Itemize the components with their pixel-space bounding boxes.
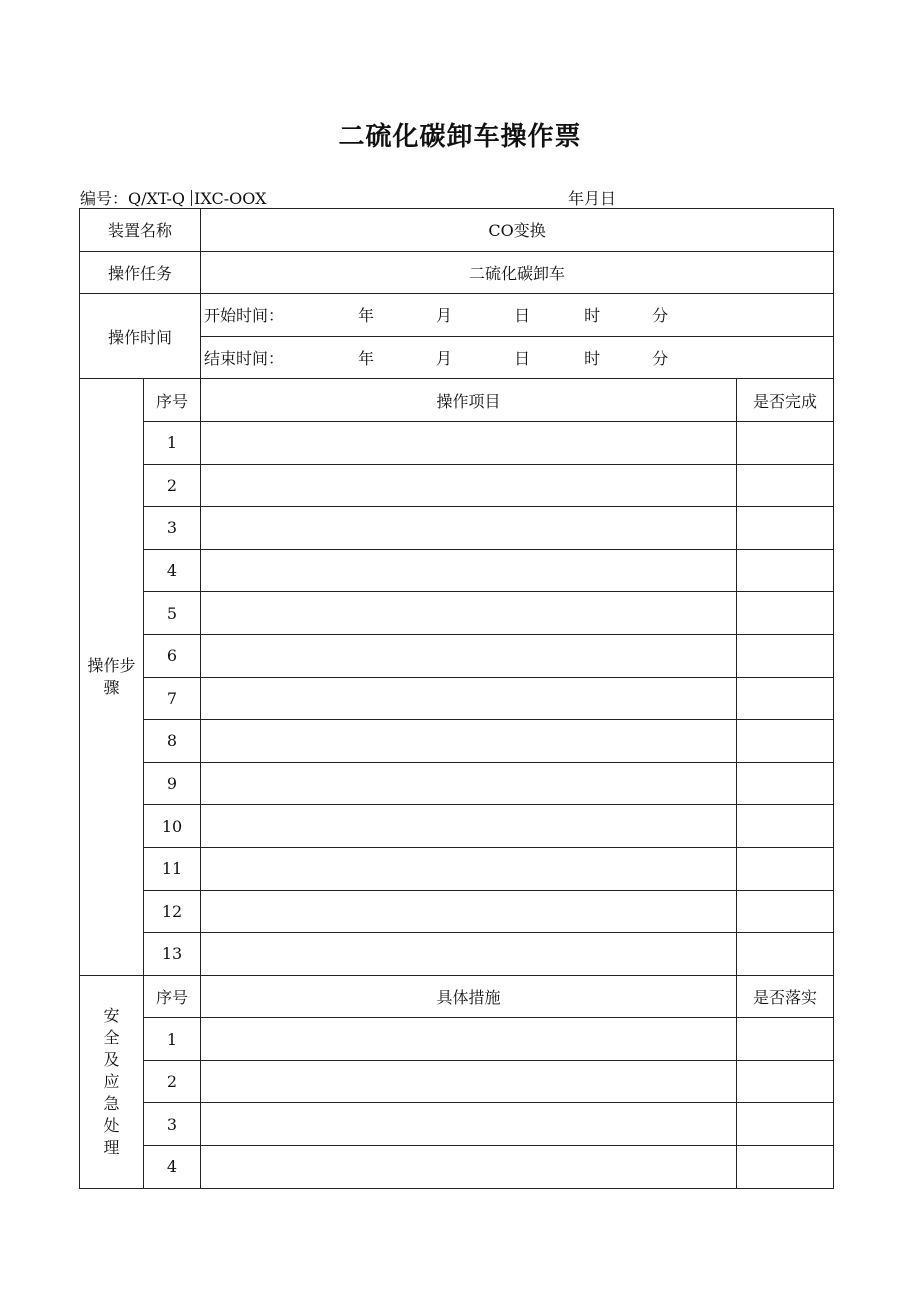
safety-section-label-text: 安全及应急处理 xyxy=(103,1005,120,1157)
safety-item-cell[interactable] xyxy=(201,1060,737,1103)
safety-header-row xyxy=(80,975,834,1018)
step-item-cell[interactable] xyxy=(201,677,737,720)
safety-row xyxy=(80,1103,834,1146)
step-row xyxy=(80,507,834,550)
step-done-cell[interactable] xyxy=(737,421,834,464)
start-minute-unit: 分 xyxy=(652,306,669,326)
device-name-row xyxy=(80,209,834,252)
safety-done-cell[interactable] xyxy=(737,1018,834,1061)
step-item-cell[interactable] xyxy=(201,549,737,592)
step-done-cell[interactable] xyxy=(737,507,834,550)
device-name-label: 装置名称 xyxy=(80,209,201,252)
step-row xyxy=(80,890,834,933)
form-code xyxy=(80,186,266,209)
step-row xyxy=(80,762,834,805)
steps-col-seq: 序号 xyxy=(144,379,201,422)
step-seq: 5 xyxy=(144,592,201,635)
steps-section-label-line2: 骤 xyxy=(103,678,120,698)
start-year-unit: 年 xyxy=(358,306,375,326)
safety-section-label xyxy=(80,975,144,1188)
safety-item-cell[interactable] xyxy=(201,1018,737,1061)
step-item-cell[interactable] xyxy=(201,507,737,550)
step-item-cell[interactable] xyxy=(201,847,737,890)
steps-section-label xyxy=(80,379,144,975)
safety-seq: 1 xyxy=(144,1018,201,1061)
start-time-row xyxy=(80,294,834,337)
start-hour-unit: 时 xyxy=(584,306,601,326)
step-seq: 2 xyxy=(144,464,201,507)
end-day-unit: 日 xyxy=(514,349,531,369)
step-seq: 1 xyxy=(144,421,201,464)
safety-col-item: 具体措施 xyxy=(201,975,737,1018)
safety-row xyxy=(80,1060,834,1103)
step-seq: 12 xyxy=(144,890,201,933)
start-time-label: 开始时间： xyxy=(204,306,285,326)
end-hour-unit: 时 xyxy=(584,349,601,369)
step-row xyxy=(80,549,834,592)
step-row xyxy=(80,464,834,507)
step-seq: 7 xyxy=(144,677,201,720)
step-done-cell[interactable] xyxy=(737,933,834,976)
start-time-field[interactable] xyxy=(201,294,834,337)
step-done-cell[interactable] xyxy=(737,720,834,763)
operation-ticket-table xyxy=(79,208,834,1189)
safety-col-seq: 序号 xyxy=(144,975,201,1018)
start-day-unit: 日 xyxy=(514,306,531,326)
safety-done-cell[interactable] xyxy=(737,1060,834,1103)
steps-col-item: 操作项目 xyxy=(201,379,737,422)
end-minute-unit: 分 xyxy=(652,349,669,369)
start-month-unit: 月 xyxy=(436,306,453,326)
step-done-cell[interactable] xyxy=(737,634,834,677)
safety-row xyxy=(80,1018,834,1061)
step-seq: 13 xyxy=(144,933,201,976)
step-item-cell[interactable] xyxy=(201,592,737,635)
step-row xyxy=(80,634,834,677)
form-date: 年月日 xyxy=(568,189,617,208)
safety-seq: 4 xyxy=(144,1146,201,1189)
task-row xyxy=(80,251,834,294)
time-label: 操作时间 xyxy=(80,294,201,379)
steps-section-label-line1: 操作步 xyxy=(87,656,136,676)
step-seq: 9 xyxy=(144,762,201,805)
safety-col-done: 是否落实 xyxy=(737,975,834,1018)
task-label: 操作任务 xyxy=(80,251,201,294)
step-row xyxy=(80,847,834,890)
step-item-cell[interactable] xyxy=(201,720,737,763)
safety-seq: 3 xyxy=(144,1103,201,1146)
step-item-cell[interactable] xyxy=(201,890,737,933)
safety-row xyxy=(80,1146,834,1189)
step-done-cell[interactable] xyxy=(737,592,834,635)
steps-header-row xyxy=(80,379,834,422)
step-item-cell[interactable] xyxy=(201,933,737,976)
safety-done-cell[interactable] xyxy=(737,1103,834,1146)
step-seq: 6 xyxy=(144,634,201,677)
step-done-cell[interactable] xyxy=(737,549,834,592)
form-code-suffix: IXC-OOX xyxy=(194,189,267,208)
step-done-cell[interactable] xyxy=(737,762,834,805)
task-value[interactable]: 二硫化碳卸车 xyxy=(201,251,834,294)
step-row xyxy=(80,592,834,635)
form-code-label: 编号：Q/XT-Q xyxy=(80,189,186,208)
step-done-cell[interactable] xyxy=(737,677,834,720)
safety-done-cell[interactable] xyxy=(737,1146,834,1189)
safety-item-cell[interactable] xyxy=(201,1103,737,1146)
step-item-cell[interactable] xyxy=(201,634,737,677)
step-row xyxy=(80,421,834,464)
safety-seq: 2 xyxy=(144,1060,201,1103)
step-done-cell[interactable] xyxy=(737,464,834,507)
step-seq: 11 xyxy=(144,847,201,890)
step-seq: 4 xyxy=(144,549,201,592)
step-row xyxy=(80,677,834,720)
step-item-cell[interactable] xyxy=(201,762,737,805)
code-separator xyxy=(191,190,192,206)
step-done-cell[interactable] xyxy=(737,805,834,848)
step-done-cell[interactable] xyxy=(737,890,834,933)
step-item-cell[interactable] xyxy=(201,421,737,464)
end-year-unit: 年 xyxy=(358,349,375,369)
step-item-cell[interactable] xyxy=(201,464,737,507)
safety-item-cell[interactable] xyxy=(201,1146,737,1189)
steps-col-done: 是否完成 xyxy=(737,379,834,422)
end-month-unit: 月 xyxy=(436,349,453,369)
step-seq: 10 xyxy=(144,805,201,848)
step-row xyxy=(80,805,834,848)
device-name-value[interactable]: CO变换 xyxy=(201,209,834,252)
step-done-cell[interactable] xyxy=(737,847,834,890)
page-title: 二硫化碳卸车操作票 xyxy=(338,122,582,152)
end-time-field[interactable] xyxy=(201,336,834,379)
step-row xyxy=(80,933,834,976)
step-item-cell[interactable] xyxy=(201,805,737,848)
step-seq: 3 xyxy=(144,507,201,550)
step-seq: 8 xyxy=(144,720,201,763)
step-row xyxy=(80,720,834,763)
end-time-label: 结束时间： xyxy=(204,349,285,369)
